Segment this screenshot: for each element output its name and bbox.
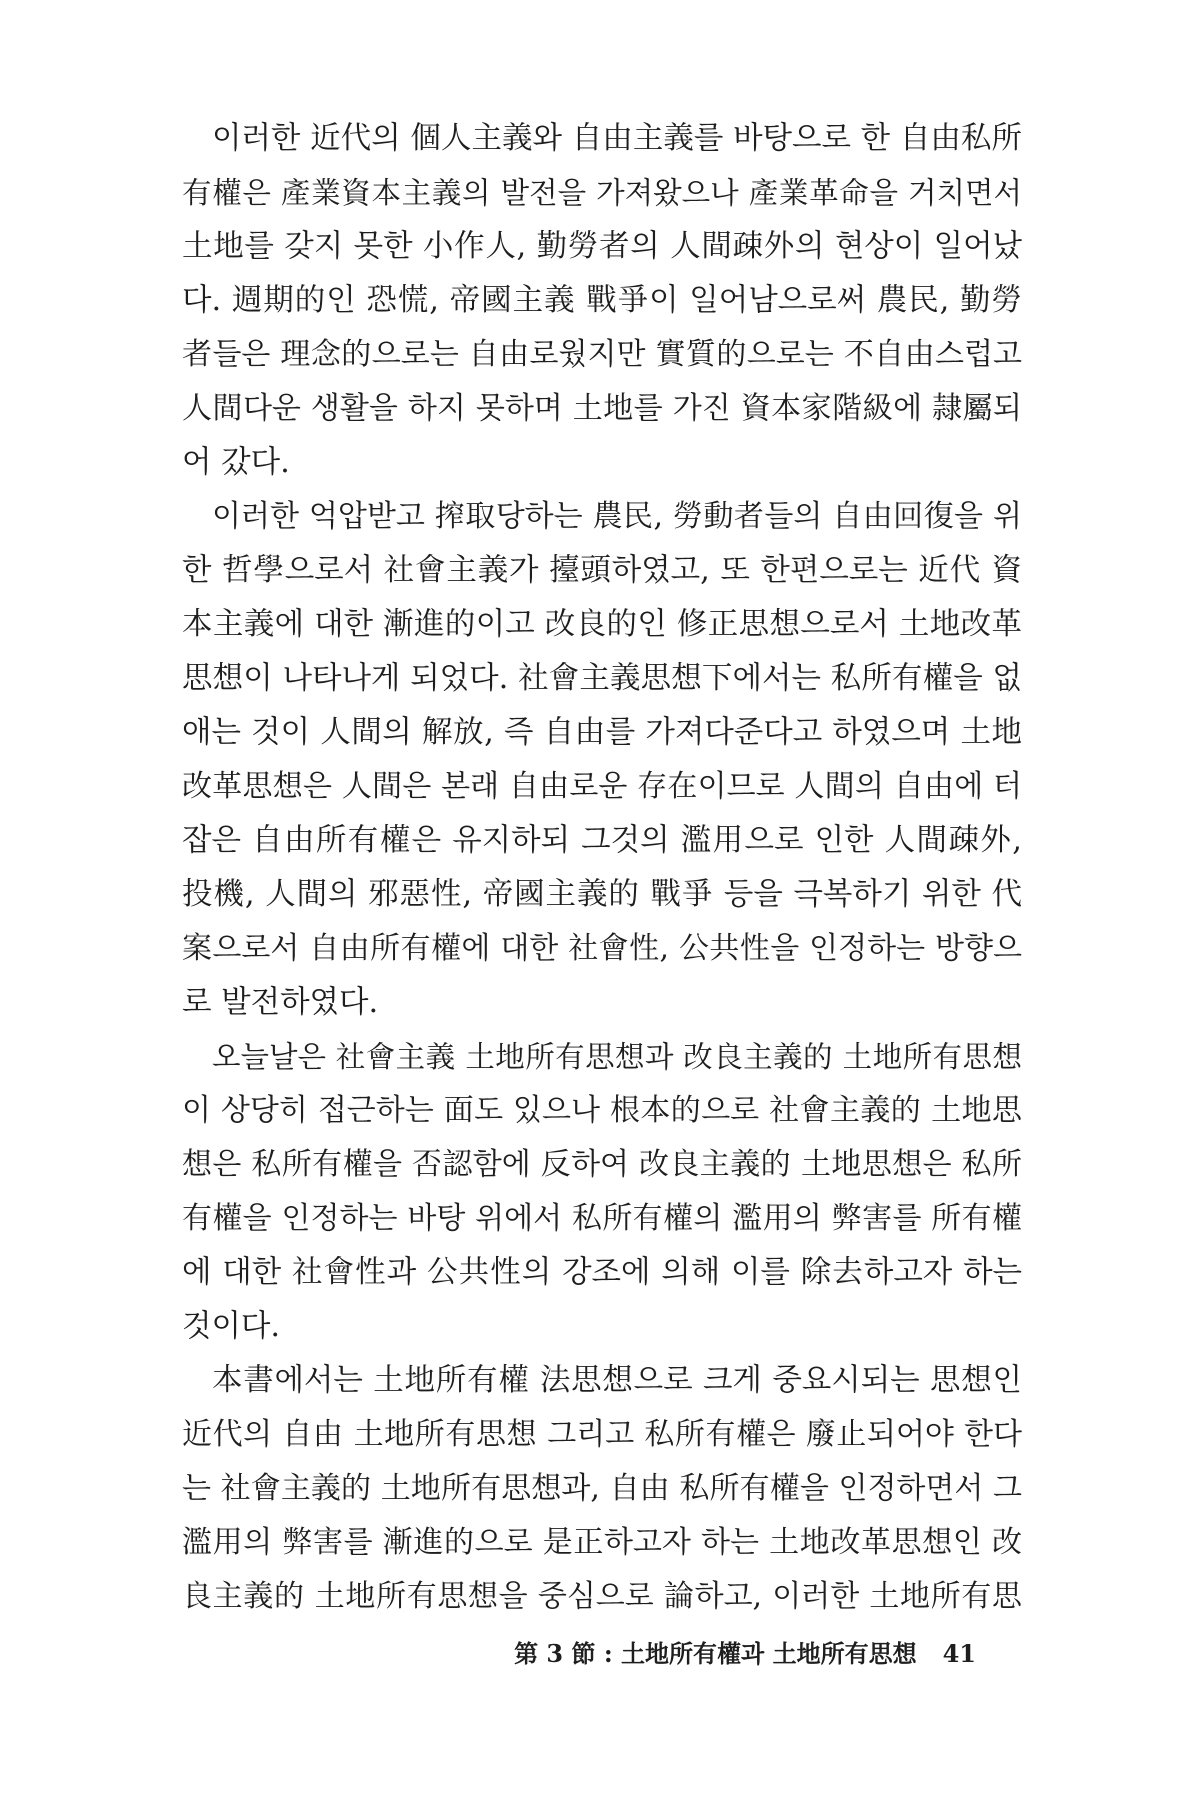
text-line: 本主義에 대한 漸進的이고 改良的인 修正思想으로서 土地改革	[182, 607, 1022, 642]
text-line: 濫用의 弊害를 漸進的으로 是正하고자 하는 土地改革思想인 改	[182, 1525, 1022, 1560]
text-line: 有權은 產業資本主義의 발전을 가져왔으나 產業革命을 거치면서	[182, 176, 1022, 210]
text-line: 오늘날은 社會主義 土地所有思想과 改良主義的 土地所有思想	[212, 1040, 1022, 1074]
footer-section-title: 第 3 節 : 土地所有權과 土地所有思想	[514, 1639, 917, 1668]
paragraph	[182, 1030, 1022, 1354]
text-line: 애는 것이 人間의 解放, 즉 自由를 가져다준다고 하였으며 土地	[182, 715, 1022, 750]
text-line: 人間다운 생활을 하지 못하며 土地를 가진 資本家階級에 隷屬되	[182, 391, 1022, 426]
text-line: 한 哲學으로서 社會主義가 擡頭하였고, 또 한편으로는 近代 資	[182, 553, 1022, 588]
text-line: 本書에서는 土地所有權 法思想으로 크게 중요시되는 思想인	[212, 1363, 1022, 1398]
text-line: 者들은 理念的으로는 自由로웠지만 實質的으로는 不自由스럽고	[182, 337, 1022, 372]
text-line: 投機, 人間의 邪惡性, 帝國主義的 戰爭 등을 극복하기 위한 代	[182, 877, 1022, 912]
text-line: 잡은 自由所有權은 유지하되 그것의 濫用으로 인한 人間疎外,	[182, 823, 1022, 858]
text-line: 思想이 나타나게 되었다. 社會主義思想下에서는 私所有權을 없	[182, 661, 1022, 696]
text-line: 이러한 억압받고 搾取당하는 農民, 勞動者들의 自由回復을 위	[212, 499, 1022, 534]
text-line: 想은 私所有權을 否認함에 反하여 改良主義的 土地思想은 私所	[182, 1147, 1022, 1182]
body-text	[182, 112, 1022, 1624]
text-line: 다. 週期的인 恐慌, 帝國主義 戰爭이 일어남으로써 農民, 勤勞	[182, 283, 1022, 318]
text-line: 改革思想은 人間은 본래 自由로운 存在이므로 人間의 自由에 터	[182, 769, 1022, 804]
paragraph	[182, 490, 1022, 1030]
text-line: 로 발전하였다.	[182, 985, 379, 1020]
text-line: 어 갔다.	[182, 445, 290, 480]
text-line: 이 상당히 접근하는 面도 있으나 根本的으로 社會主義的 土地思	[182, 1093, 1022, 1128]
text-line: 는 社會主義的 土地所有思想과, 自由 私所有權을 인정하면서 그	[182, 1471, 1022, 1506]
text-line: 에 대한 社會性과 公共性의 강조에 의해 이를 除去하고자 하는	[182, 1255, 1022, 1290]
text-line: 案으로서 自由所有權에 대한 社會性, 公共性을 인정하는 방향으	[182, 931, 1022, 966]
paragraph	[182, 1354, 1022, 1624]
text-line: 近代의 自由 土地所有思想 그리고 私所有權은 廢止되어야 한다	[182, 1417, 1022, 1452]
page-number: 41	[942, 1639, 976, 1668]
text-line: 良主義的 土地所有思想을 중심으로 論하고, 이러한 土地所有思	[182, 1579, 1022, 1614]
text-line: 것이다.	[182, 1309, 281, 1344]
running-footer	[514, 1634, 976, 1669]
text-line: 土地를 갖지 못한 小作人, 勤勞者의 人間疎外의 현상이 일어났	[182, 229, 1022, 264]
text-line: 有權을 인정하는 바탕 위에서 私所有權의 濫用의 弊害를 所有權	[182, 1201, 1022, 1236]
text-line: 이러한 近代의 個人主義와 自由主義를 바탕으로 한 自由私所	[212, 121, 1022, 156]
paragraph	[182, 112, 1022, 490]
